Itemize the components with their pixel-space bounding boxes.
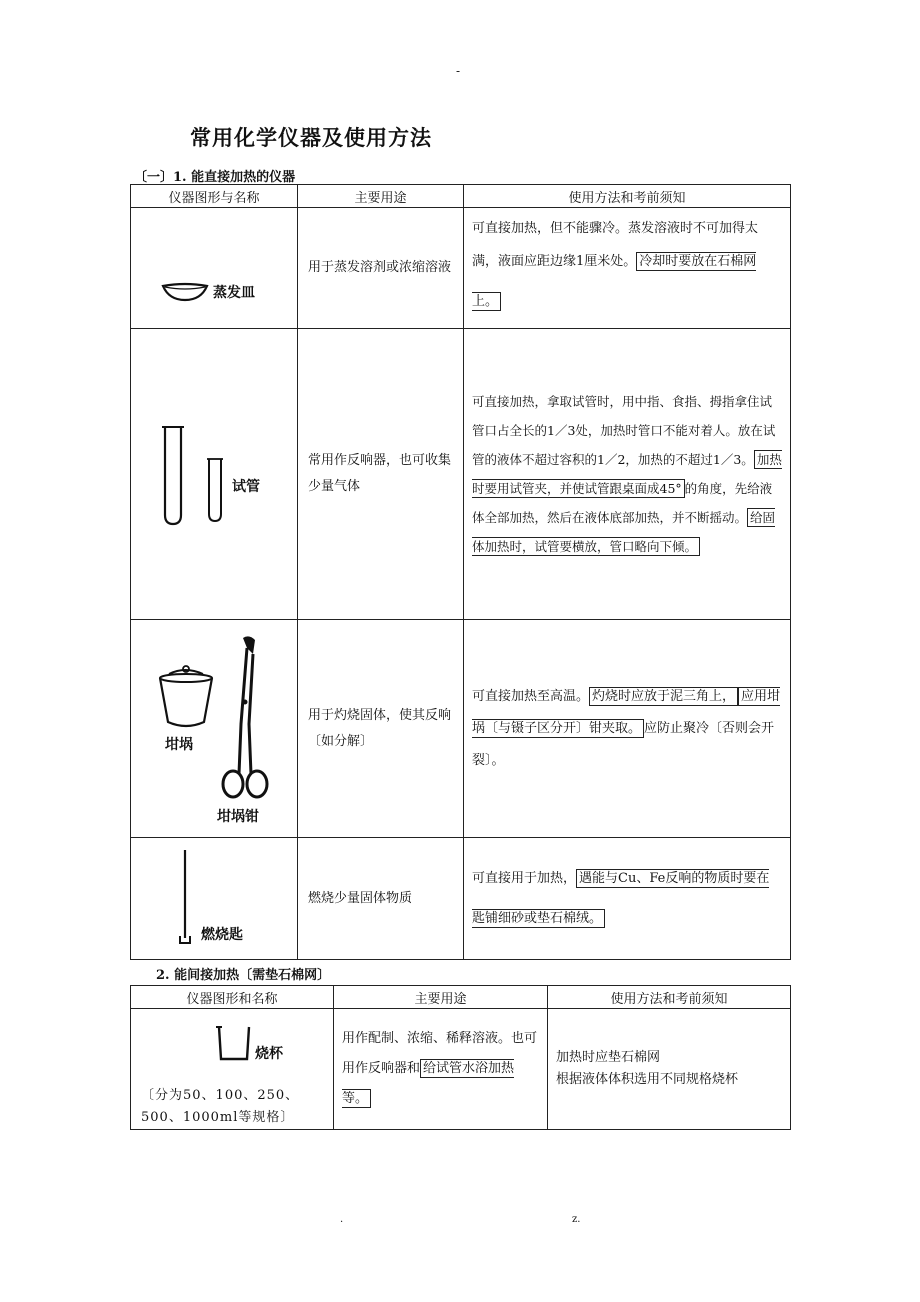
instrument-name-2: 坩埚钳 bbox=[217, 809, 259, 825]
instrument-cell bbox=[131, 329, 298, 620]
instrument-name: 蒸发皿 bbox=[213, 285, 255, 301]
use-cell: 用于蒸发溶剂或浓缩溶液 bbox=[298, 208, 464, 329]
combustion-spoon-icon bbox=[177, 848, 193, 946]
use-cell bbox=[334, 1009, 548, 1130]
table-row bbox=[131, 1009, 791, 1130]
method-boxed-note: 遇能与Cu、Fe反响的物质时要在匙铺细砂或垫石棉绒。 bbox=[472, 870, 770, 926]
method-boxed-note: 冷却时要放在石棉网上。 bbox=[472, 253, 757, 309]
col-header: 主要用途 bbox=[298, 185, 464, 208]
table-row bbox=[131, 329, 791, 620]
header-mark: - bbox=[456, 64, 461, 78]
page-title: 常用化学仪器及使用方法 bbox=[190, 125, 432, 150]
instrument-name: 坩埚 bbox=[165, 737, 193, 753]
section1-heading: 〔一〕1. 能直接加热的仪器 bbox=[134, 170, 296, 185]
method-cell bbox=[548, 1009, 791, 1130]
crucible-tongs-icon bbox=[219, 634, 271, 804]
instrument-cell bbox=[131, 838, 298, 960]
instrument-name: 试管 bbox=[232, 479, 260, 495]
test-tube-icon bbox=[161, 423, 233, 527]
method-cell bbox=[464, 838, 791, 960]
table-row bbox=[131, 208, 791, 329]
method-cell bbox=[464, 208, 791, 329]
col-header: 仪器图形和名称 bbox=[131, 986, 334, 1009]
method-boxed-note: 加热时要用试管夹，并使试管跟桌面成45° bbox=[472, 452, 782, 496]
method-line: 加热时应垫石棉网 bbox=[556, 1050, 661, 1065]
instrument-name: 燃烧匙 bbox=[201, 927, 243, 943]
table-header-row bbox=[131, 185, 791, 208]
method-text: 的角度，先给液体全部加热，然后在液体底部加热，并不断摇动。 bbox=[472, 481, 773, 525]
col-header: 使用方法和考前须知 bbox=[464, 185, 791, 208]
method-cell bbox=[464, 329, 791, 620]
table-header-row bbox=[131, 986, 791, 1009]
instrument-name: 烧杯 bbox=[255, 1046, 283, 1062]
method-text: 可直接加热至高温。 bbox=[472, 688, 590, 704]
beaker-icon bbox=[213, 1023, 253, 1063]
footer-left: . bbox=[340, 1214, 344, 1225]
footer-right: z. bbox=[572, 1214, 581, 1225]
instrument-cell bbox=[131, 620, 298, 838]
beaker-spec: 〔分为50、100、250、500、1000ml等规格〕 bbox=[141, 1088, 300, 1125]
instrument-cell bbox=[131, 208, 298, 329]
col-header: 仪器图形与名称 bbox=[131, 185, 298, 208]
indirect-heating-table bbox=[130, 985, 791, 1130]
method-line: 根据液体体积选用不同规格烧杯 bbox=[556, 1072, 739, 1087]
method-boxed-note: 灼烧时应放于泥三角上， bbox=[589, 687, 738, 706]
method-cell bbox=[464, 620, 791, 838]
direct-heating-table bbox=[130, 184, 791, 960]
instrument-cell bbox=[131, 1009, 334, 1130]
section2-heading: 2. 能间接加热〔需垫石棉网〕 bbox=[156, 968, 331, 983]
method-text: 应防止聚冷〔否则会开裂〕。 bbox=[472, 720, 775, 768]
crucible-icon bbox=[155, 660, 217, 732]
use-cell: 用于灼烧固体，使其反响〔如分解〕 bbox=[298, 620, 464, 838]
use-cell: 燃烧少量固体物质 bbox=[298, 838, 464, 960]
col-header: 主要用途 bbox=[334, 986, 548, 1009]
table-row bbox=[131, 620, 791, 838]
use-text: 用作配制、浓缩、稀释溶液。也可用作反响器和 bbox=[342, 1031, 538, 1076]
table-row bbox=[131, 838, 791, 960]
use-boxed-note: 给试管水浴加热等。 bbox=[342, 1061, 515, 1106]
col-header: 使用方法和考前须知 bbox=[548, 986, 791, 1009]
method-text: 可直接加热，拿取试管时，用中指、食指、拇指拿住试管口占全长的1／3处，加热时管口不能对着人。放在试管的液体不超过容积的1／2，加热的不超过1／3。 bbox=[472, 394, 776, 467]
evaporating-dish-icon bbox=[161, 280, 209, 302]
method-text: 可直接加热，但不能骤冷。蒸发溶液时不可加得太满，液面应距边缘1厘米处。 bbox=[472, 220, 759, 269]
method-text: 可直接用于加热， bbox=[472, 870, 577, 886]
method-boxed-note: 应用坩埚〔与镊子区分开〕钳夹取。 bbox=[472, 688, 781, 736]
method-boxed-note: 给固体加热时，试管要横放，管口略向下倾。 bbox=[472, 510, 776, 554]
use-cell: 常用作反响器，也可收集少量气体 bbox=[298, 329, 464, 620]
